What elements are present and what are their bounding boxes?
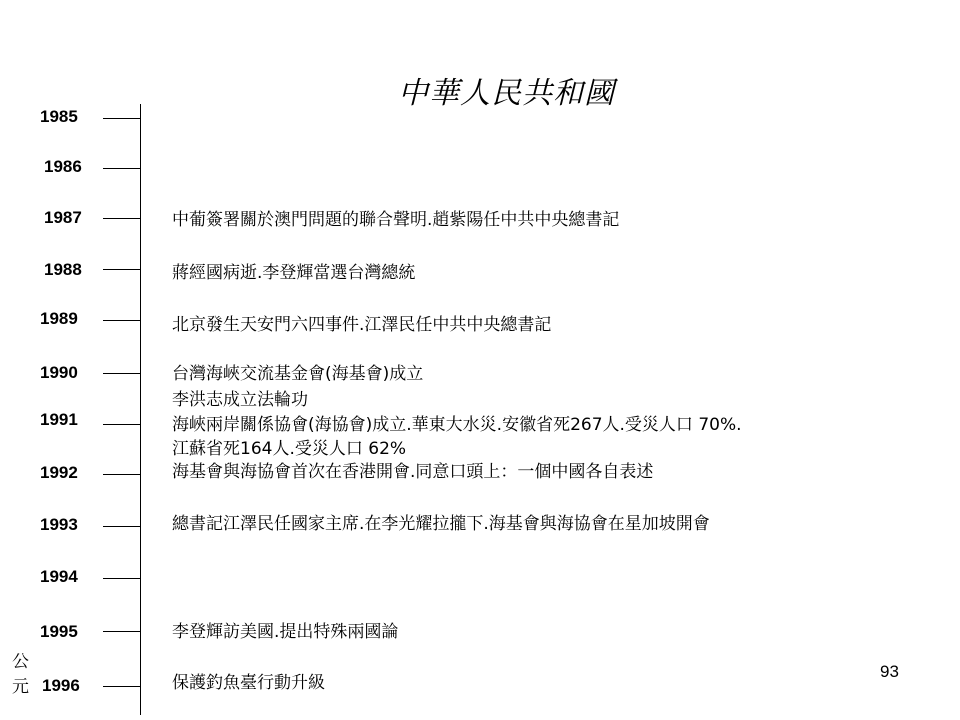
timeline-tick — [103, 320, 141, 321]
year-label: 1990 — [40, 363, 78, 382]
timeline-tick — [103, 526, 141, 527]
timeline-tick — [103, 474, 141, 475]
timeline-tick — [103, 118, 141, 119]
timeline-tick — [103, 578, 141, 579]
event-text: 保護釣魚臺行動升級 — [172, 673, 325, 693]
timeline-tick — [103, 168, 141, 169]
era-label-1: 公 — [12, 652, 29, 672]
timeline-tick — [103, 269, 141, 270]
year-label: 1986 — [44, 157, 82, 176]
year-label: 1988 — [44, 260, 82, 279]
year-label: 1992 — [40, 463, 78, 482]
timeline-tick — [103, 373, 141, 374]
year-label: 1994 — [40, 567, 78, 586]
event-text: 北京發生天安門六四事件.江澤民任中共中央總書記 — [172, 315, 552, 335]
page-number: 93 — [880, 662, 899, 681]
timeline-tick — [103, 424, 141, 425]
year-label: 1996 — [42, 676, 80, 695]
event-text: 江蘇省死164人.受災人口 62% — [172, 439, 407, 459]
timeline-tick — [103, 686, 141, 687]
page-title: 中華人民共和國 — [398, 76, 615, 111]
timeline-axis — [140, 104, 141, 715]
event-text: 總書記江澤民任國家主席.在李光耀拉攏下.海基會與海協會在星加坡開會 — [172, 514, 710, 534]
year-label: 1991 — [40, 410, 78, 429]
event-text: 李登輝訪美國.提出特殊兩國論 — [172, 622, 399, 642]
year-label: 1985 — [40, 107, 78, 126]
year-label: 1995 — [40, 622, 78, 641]
timeline-tick — [103, 631, 141, 632]
event-text: 蔣經國病逝.李登輝當選台灣總統 — [172, 263, 416, 283]
year-label: 1989 — [40, 309, 78, 328]
event-text: 李洪志成立法輪功 — [172, 390, 308, 410]
event-text: 中葡簽署關於澳門問題的聯合聲明.趙紫陽任中共中央總書記 — [172, 210, 620, 230]
event-text: 海峽兩岸關係協會(海協會)成立.華東大水災.安徽省死267人.受災人口 70%. — [172, 415, 742, 435]
era-label-2: 元 — [12, 677, 29, 697]
event-text: 台灣海峽交流基金會(海基會)成立 — [172, 364, 424, 384]
year-label: 1987 — [44, 208, 82, 227]
year-label: 1993 — [40, 515, 78, 534]
timeline-tick — [103, 218, 141, 219]
event-text: 海基會與海協會首次在香港開會.同意口頭上：一個中國各自表述 — [172, 462, 654, 482]
